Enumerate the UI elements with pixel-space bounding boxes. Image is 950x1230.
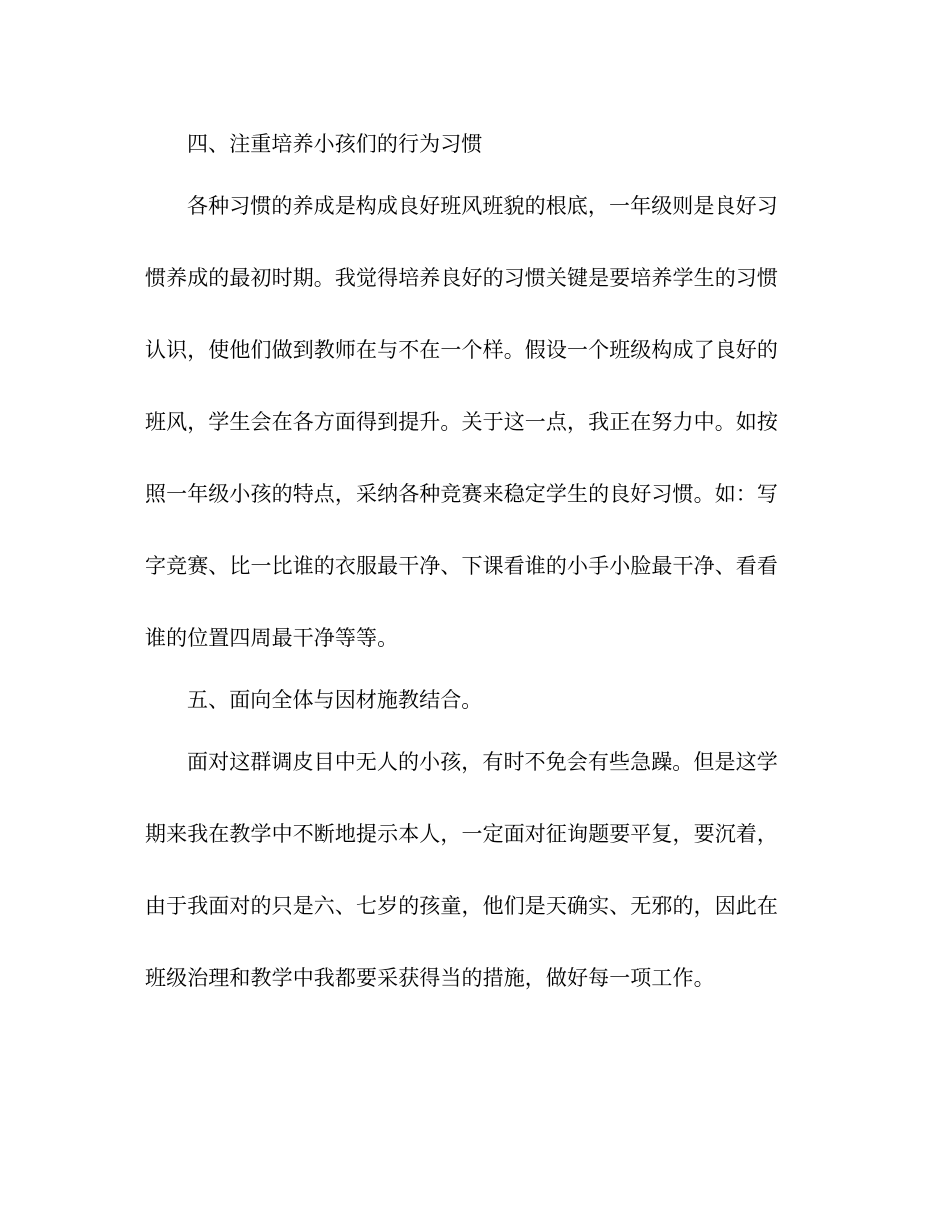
paragraph-line: 惯养成的最初时期。我觉得培养良好的习惯关键是要培养学生的习惯 — [145, 266, 778, 290]
paragraph-line: 班风，学生会在各方面得到提升。关于这一点，我正在努力中。如按 — [145, 410, 778, 434]
paragraph-line: 各种习惯的养成是构成良好班风班貌的根底，一年级则是良好习 — [187, 194, 778, 218]
paragraph-line: 照一年级小孩的特点，采纳各种竞赛来稳定学生的良好习惯。如：写 — [145, 482, 778, 506]
section-heading-4: 四、注重培养小孩们的行为习惯 — [187, 132, 483, 156]
section-heading-5: 五、面向全体与因材施教结合。 — [187, 688, 483, 712]
paragraph-line: 由于我面对的只是六、七岁的孩童，他们是天确实、无邪的，因此在 — [145, 894, 778, 918]
paragraph-line: 认识，使他们做到教师在与不在一个样。假设一个班级构成了良好的 — [145, 338, 778, 362]
paragraph-line: 期来我在教学中不断地提示本人，一定面对征询题要平复，要沉着， — [145, 822, 778, 846]
paragraph-line: 班级治理和教学中我都要采获得当的措施，做好每一项工作。 — [145, 966, 715, 990]
paragraph-line: 面对这群调皮目中无人的小孩，有时不免会有些急躁。但是这学 — [187, 750, 778, 774]
paragraph-line: 谁的位置四周最干净等等。 — [145, 626, 399, 650]
paragraph-line: 字竞赛、比一比谁的衣服最干净、下课看谁的小手小脸最干净、看看 — [145, 554, 778, 578]
